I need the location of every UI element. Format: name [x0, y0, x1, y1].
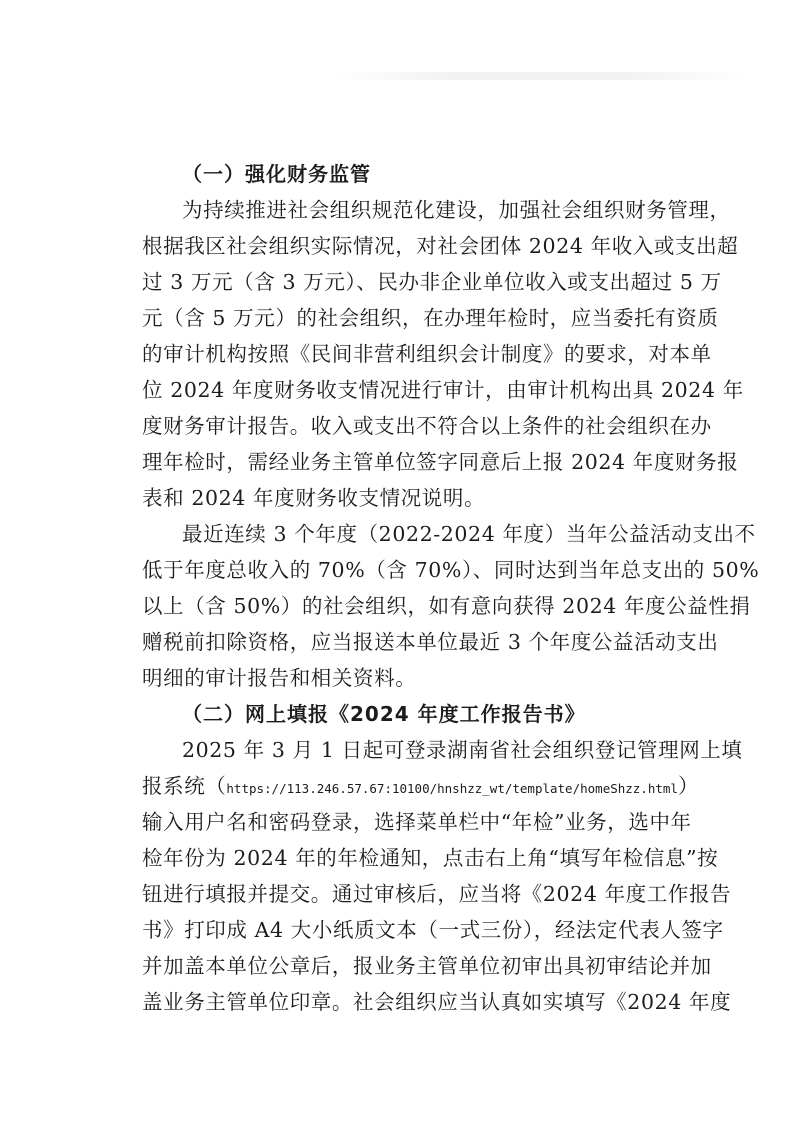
paragraph-line: 过 3 万元（含 3 万元）、民办非企业单位收入或支出超过 5 万	[142, 270, 722, 294]
paragraph-line: 位 2024 年度财务收支情况进行审计，由审计机构出具 2024 年	[142, 378, 744, 402]
section-heading-online-filing: （二）网上填报《2024 年度工作报告书》	[182, 702, 586, 726]
paragraph-line: 并加盖本单位公章后，报业务主管单位初审出具初审结论并加	[142, 954, 712, 978]
paragraph-line: 盖业务主管单位印章。社会组织应当认真如实填写《2024 年度	[142, 990, 732, 1014]
system-url-link[interactable]: https://113.246.57.67:10100/hnshzz_wt/template/homeShzz.html	[226, 781, 678, 796]
paragraph-line: 最近连续 3 个年度（2022-2024 年度）当年公益活动支出不	[182, 522, 756, 546]
paragraph-line: 明细的审计报告和相关资料。	[142, 666, 417, 690]
paragraph-line: 钮进行填报并提交。通过审核后，应当将《2024 年度工作报告	[142, 882, 732, 906]
paragraph-line: 检年份为 2024 年的年检通知，点击右上角“填写年检信息”按	[142, 846, 719, 870]
paragraph-line: 根据我区社会组织实际情况，对社会团体 2024 年收入或支出超	[142, 234, 739, 258]
paragraph-line: 表和 2024 年度财务收支情况说明。	[142, 486, 486, 510]
paragraph-line: 2025 年 3 月 1 日起可登录湖南省社会组织登记管理网上填	[182, 738, 743, 762]
scan-shadow	[330, 72, 750, 80]
paragraph-line: 以上（含 50%）的社会组织，如有意向获得 2024 年度公益性捐	[142, 594, 751, 618]
paragraph-line: 度财务审计报告。收入或支出不符合以上条件的社会组织在办	[142, 414, 712, 438]
paragraph-text: 报系统（	[142, 774, 227, 798]
paragraph-line: 低于年度总收入的 70%（含 70%）、同时达到当年总支出的 50%	[142, 558, 760, 582]
paragraph-line: 的审计机构按照《民间非营利组织会计制度》的要求，对本单	[142, 342, 712, 366]
paragraph-line: 元（含 5 万元）的社会组织，在办理年检时，应当委托有资质	[142, 306, 719, 330]
paragraph-line-with-url	[142, 771, 699, 804]
paragraph-line: 为持续推进社会组织规范化建设，加强社会组织财务管理，	[182, 198, 731, 222]
paragraph-line: 赠税前扣除资格，应当报送本单位最近 3 个年度公益活动支出	[142, 630, 719, 654]
paragraph-text: ）	[677, 774, 700, 798]
section-heading-financial-supervision: （一）强化财务监管	[182, 162, 371, 186]
paragraph-line: 理年检时，需经业务主管单位签字同意后上报 2024 年度财务报	[142, 450, 739, 474]
paragraph-line: 输入用户名和密码登录，选择菜单栏中“年检”业务，选中年	[142, 810, 692, 834]
paragraph-line: 书》打印成 A4 大小纸质文本（一式三份），经法定代表人签字	[142, 918, 724, 942]
